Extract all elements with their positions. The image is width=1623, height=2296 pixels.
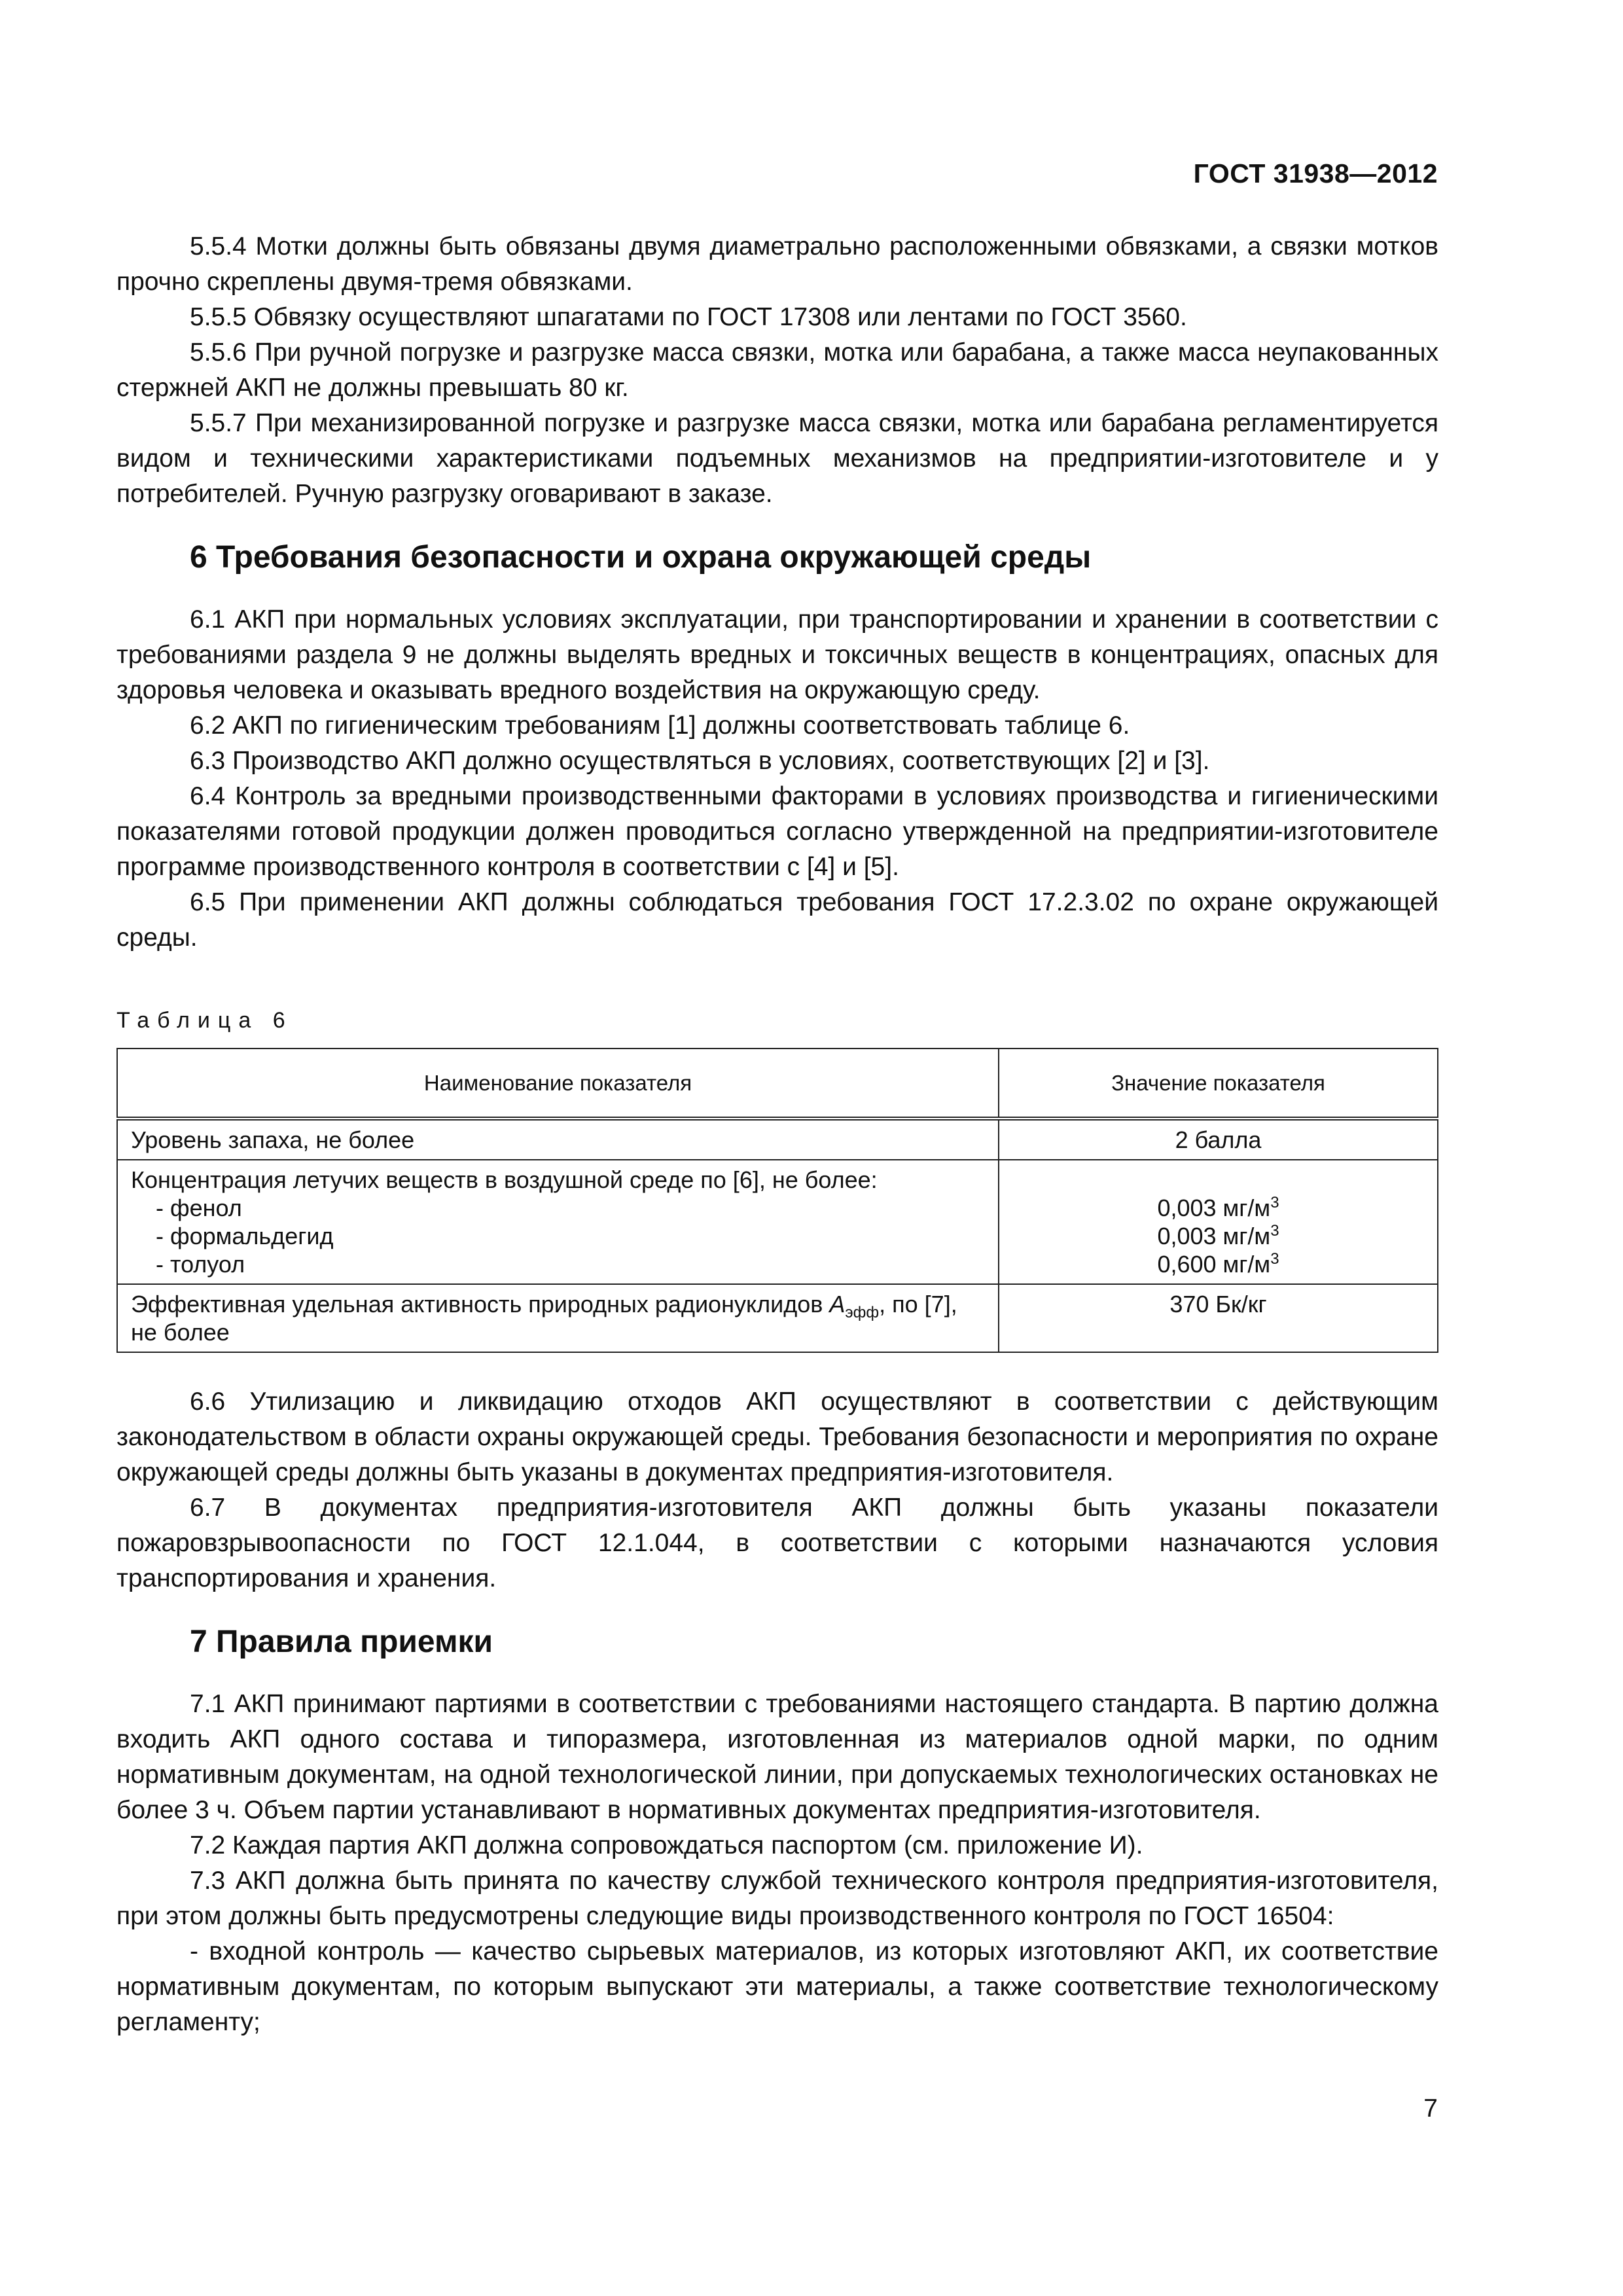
value-line — [1012, 1222, 1424, 1250]
paragraph-6-3: 6.3 Производство АКП должно осуществляться в условиях, соответствующих [2] и [3]. — [190, 747, 1210, 775]
table-cell-name: Уровень запаха, не более — [117, 1119, 999, 1160]
unit-exponent: 3 — [1270, 1194, 1279, 1211]
table-cell-value: 2 балла — [999, 1119, 1438, 1160]
table-6 — [116, 1048, 1438, 1353]
paragraph-6-1: 6.1 АКП при нормальных условиях эксплуатации, при транспортировании и хранении в соответствии с требованиями раздела 9 не должны выделять вредных и токсичных веществ в концентрациях, опасных для здоровья человека и оказывать вредного воздействия на окружающую среду. — [116, 605, 1438, 704]
table-header-row — [117, 1049, 1438, 1119]
paragraph-6-2: 6.2 АКП по гигиеническим требованиям [1] должны соответствовать таблице 6. — [190, 711, 1130, 740]
value-line — [1012, 1194, 1424, 1222]
value-text: 0,600 мг/м — [1157, 1251, 1271, 1278]
row-text: Концентрация летучих веществ в воздушной среде по [6], не более: — [131, 1166, 878, 1193]
sub-item-formaldehyde: - формальдегид — [156, 1223, 334, 1249]
paragraph-5-5-4: 5.5.4 Мотки должны быть обвязаны двумя диаметрально расположенными обвязками, а связки мотков прочно скреплены двумя-тремя обвязками. — [116, 232, 1438, 296]
row-text: Эффективная удельная активность природных радионуклидов — [131, 1291, 830, 1318]
paragraph-6-7: 6.7 В документах предприятия-изготовителя АКП должны быть указаны показатели пожаровзрывоопасности по ГОСТ 12.1.044, в соответствии с которыми назначаются условия транспортирования и хранения. — [116, 1494, 1438, 1592]
paragraph-7-3-input-control: - входной контроль — качество сырьевых материалов, из которых изготовляют АКП, их соответствие нормативным документам, по которым выпускают эти материалы, а также соответствие технологическому регламенту; — [116, 1937, 1438, 2036]
table-row — [117, 1119, 1438, 1160]
value-text: 0,003 мг/м — [1157, 1194, 1271, 1221]
table-cell-name — [117, 1284, 999, 1352]
sub-item-phenol: - фенол — [156, 1194, 242, 1221]
table-header-value: Значение показателя — [999, 1049, 1438, 1119]
page-content — [116, 229, 1438, 2040]
section-7-title: 7 Правила приемки — [190, 1624, 493, 1659]
table-cell-name — [117, 1160, 999, 1284]
paragraph-6-4: 6.4 Контроль за вредными производственными факторами в условиях производства и гигиеническими показателями готовой продукции должен проводиться согласно утвержденной на предприятии-изготовителе программе производственного контроля в соответствии с [4] и [5]. — [116, 782, 1438, 881]
table-header-name: Наименование показателя — [117, 1049, 999, 1119]
paragraph-5-5-6: 5.5.6 При ручной погрузке и разгрузке масса связки, мотка или барабана, а также масса неупакованных стержней АКП не должны превышать 80 кг. — [116, 338, 1438, 402]
paragraph-7-1: 7.1 АКП принимают партиями в соответствии с требованиями настоящего стандарта. В партию должна входить АКП одного состава и типоразмера, изготовленная из материалов одной марки, по одним нормативным документам, на одной технологической линии, при допускаемых технологических остановках не более 3 ч. Объем партии устанавливают в нормативных документах предприятия-изготовителя. — [116, 1690, 1438, 1824]
paragraph-5-5-7: 5.5.7 При механизированной погрузке и разгрузке масса связки, мотка или барабана регламентируется видом и техническими характеристиками подъемных механизмов на предприятии-изготовителе и у потребителей. Ручную разгрузку оговаривают в заказе. — [116, 409, 1438, 508]
symbol-subscript: эфф — [845, 1304, 880, 1322]
table-row — [117, 1160, 1438, 1284]
value-line — [1012, 1250, 1424, 1278]
page-number: 7 — [1423, 2094, 1438, 2123]
section-6-title: 6 Требования безопасности и охрана окружающей среды — [190, 540, 1092, 575]
paragraph-5-5-5: 5.5.5 Обвязку осуществляют шпагатами по ГОСТ 17308 или лентами по ГОСТ 3560. — [190, 303, 1187, 331]
sub-item-toluene: - толуол — [156, 1251, 245, 1278]
paragraph-6-5: 6.5 При применении АКП должны соблюдаться требования ГОСТ 17.2.3.02 по охране окружающей среды. — [116, 888, 1438, 952]
standard-header: ГОСТ 31938—2012 — [1193, 158, 1438, 188]
table-cell-value — [999, 1160, 1438, 1284]
paragraph-6-6: 6.6 Утилизацию и ликвидацию отходов АКП осуществляют в соответствии с действующим законодательством в области охраны окружающей среды. Требования безопасности и мероприятия по охране окружающей среды должны быть указаны в документах предприятия-изготовителя. — [116, 1388, 1438, 1486]
paragraph-7-2: 7.2 Каждая партия АКП должна сопровождаться паспортом (см. приложение И). — [190, 1831, 1143, 1859]
row-text: , по [7], не более — [131, 1291, 957, 1346]
symbol: A — [829, 1291, 846, 1318]
paragraph-7-3: 7.3 АКП должна быть принята по качеству службой технического контроля предприятия-изготовителя, при этом должны быть предусмотрены следующие виды производственного контроля по ГОСТ 16504: — [116, 1867, 1438, 1930]
table-caption: Таблица 6 — [116, 1008, 293, 1033]
unit-exponent: 3 — [1270, 1250, 1279, 1268]
table-row — [117, 1284, 1438, 1352]
unit-exponent: 3 — [1270, 1222, 1279, 1240]
table-cell-value: 370 Бк/кг — [999, 1284, 1438, 1352]
value-text: 0,003 мг/м — [1157, 1223, 1271, 1249]
